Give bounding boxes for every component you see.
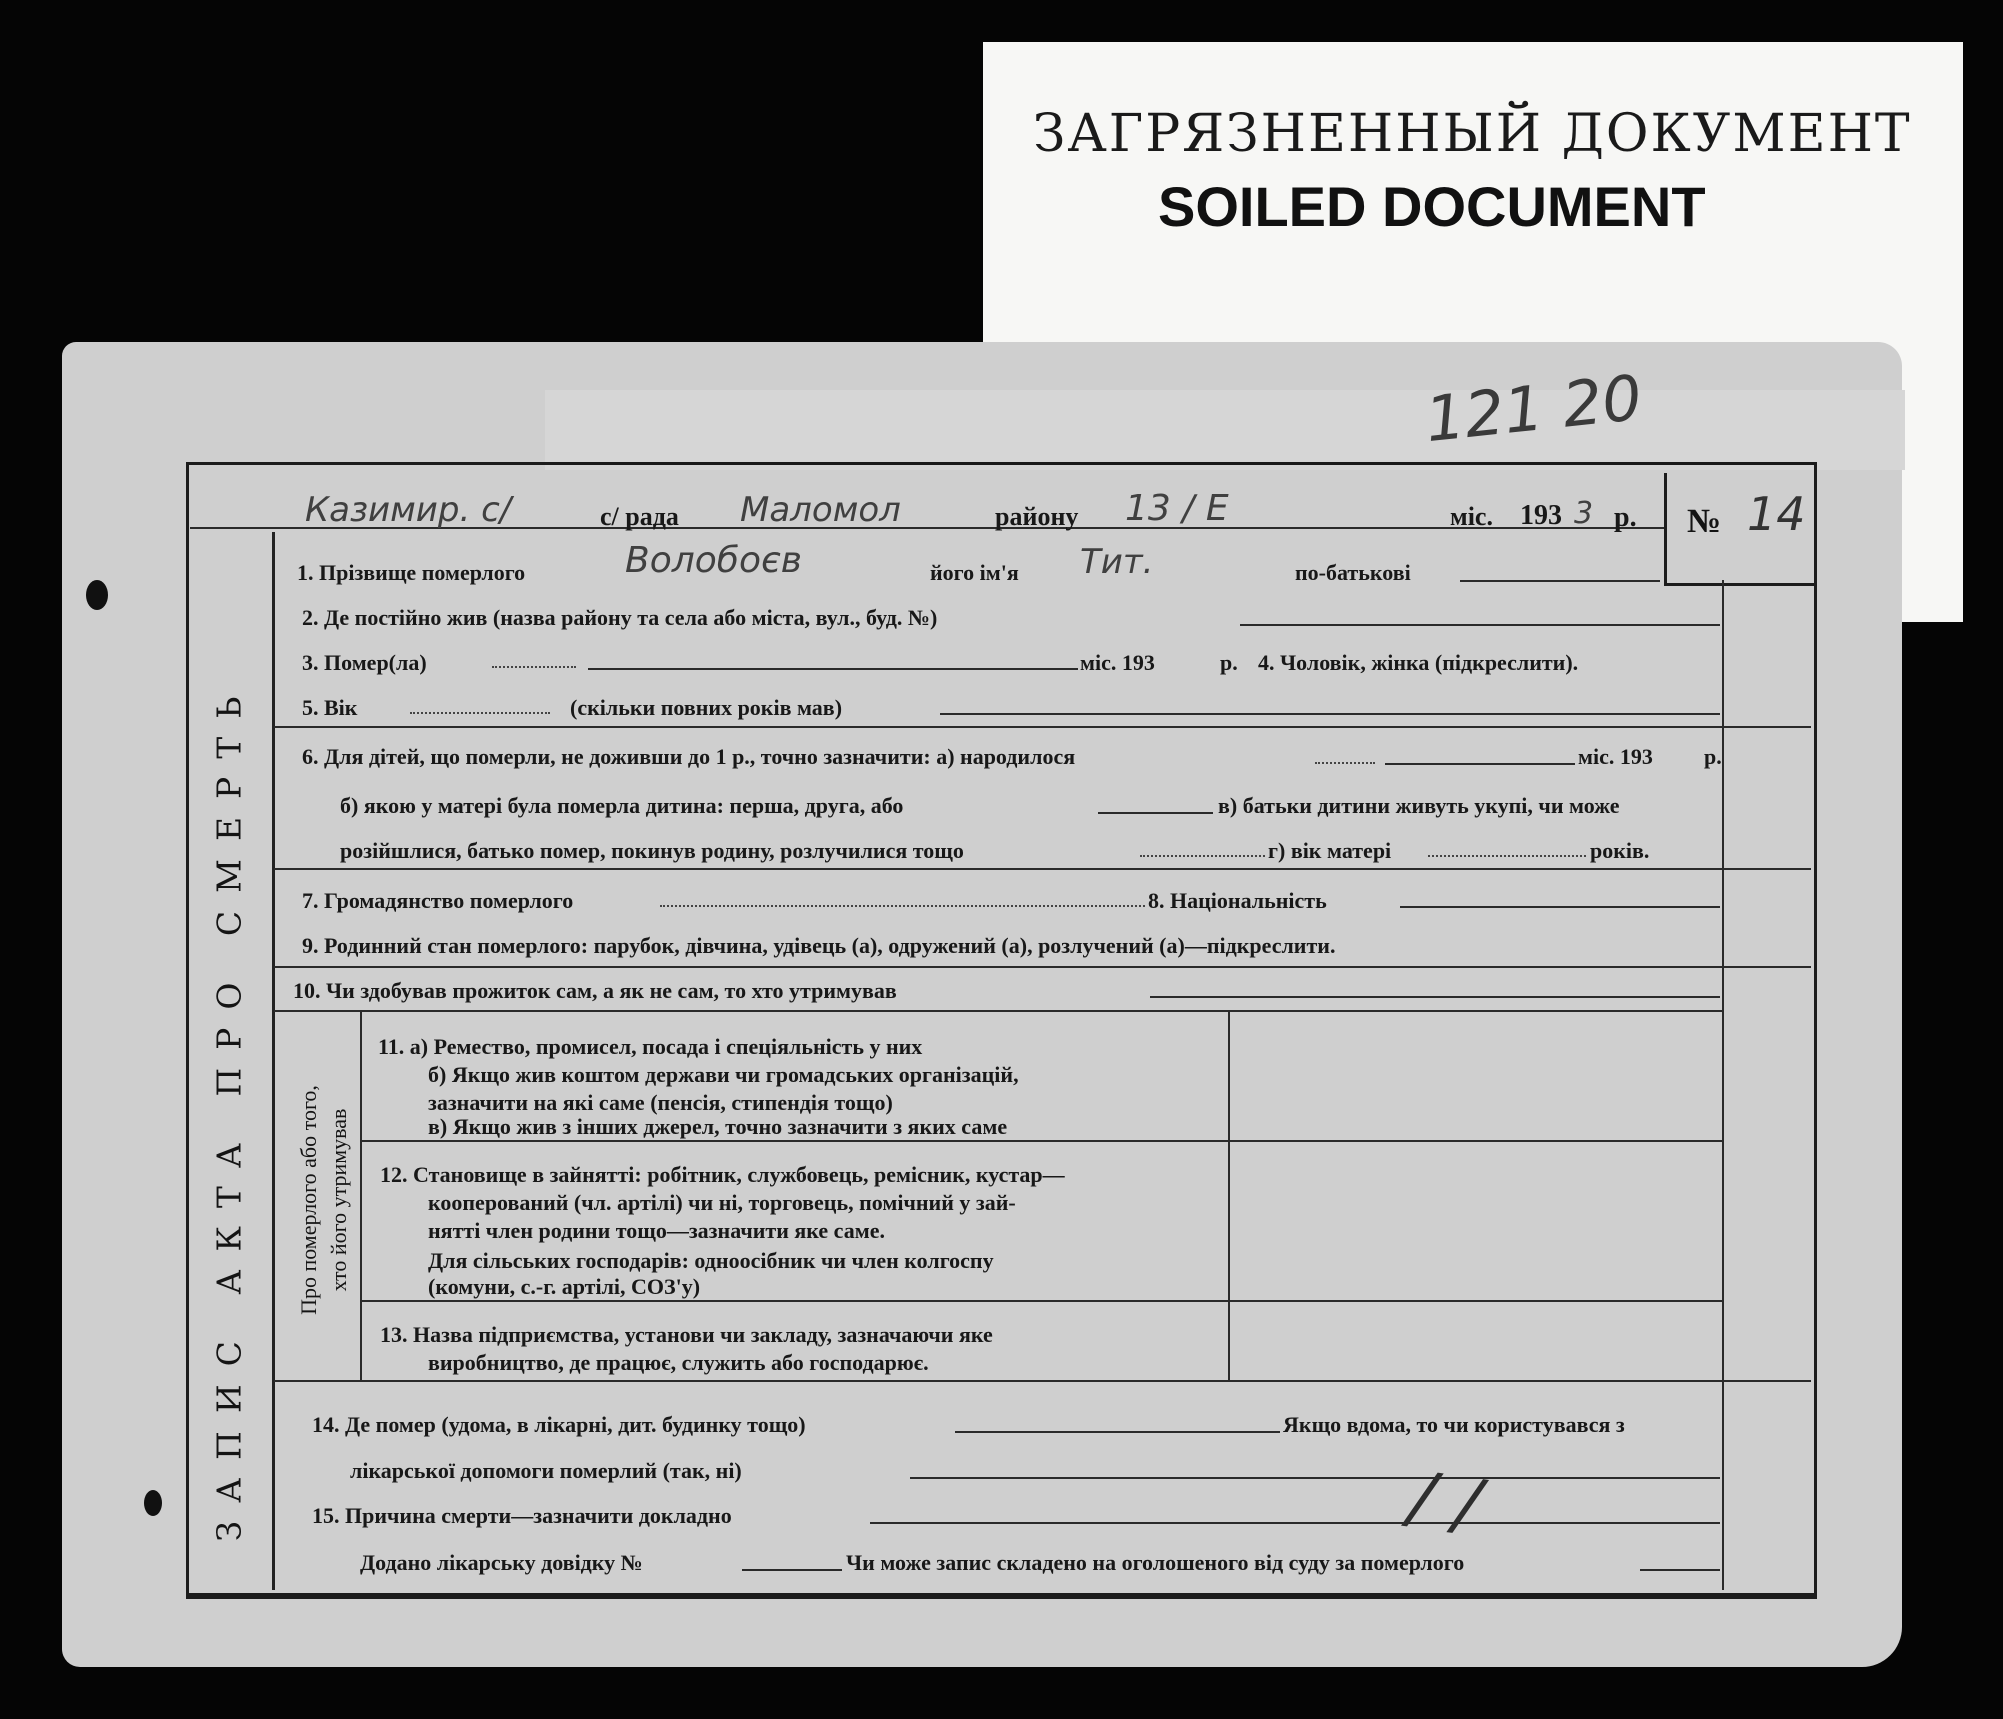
section-divider-1 — [274, 726, 1811, 728]
field-3-month-line — [588, 668, 1078, 670]
number-symbol: № — [1687, 503, 1722, 540]
field-6b-birth-order: б) якою у матері була померла дитина: перша, друга, або — [340, 793, 904, 818]
field-5-age-line — [410, 712, 550, 714]
block-divider-11 — [360, 1140, 1722, 1142]
field-2-residence: 2. Де постійно жив (назва району та села або міста, вул., буд. №) — [302, 605, 938, 630]
field-11a: 11. а) Ремество, промисел, посада і спеціяльність у них — [378, 1034, 923, 1059]
field-12-line-2: кооперований (чл. артілі) чи ні, торговець, помічний у зай- — [428, 1190, 1016, 1215]
field-6v-continued: розійшлися, батько помер, покинув родину, розлучилися тощо — [340, 838, 964, 863]
row-line-5 — [940, 713, 1720, 715]
field-1-patronymic: по-батькові — [1295, 560, 1411, 585]
row-line-8 — [1400, 906, 1720, 908]
archive-number: 121 20 — [1421, 360, 1646, 457]
field-5-age: 5. Вік — [302, 695, 358, 720]
row-line-1 — [1460, 580, 1660, 582]
label-english: SOILED DOCUMENT — [1158, 175, 1706, 238]
field-12-line-5: (комуни, с.-г. артілі, СОЗ'у) — [428, 1274, 701, 1299]
section-divider-2 — [274, 868, 1811, 870]
field-14-place: 14. Де помер (удома, в лікарні, дит. будинку тощо) — [312, 1412, 806, 1437]
label-year: 193 — [1520, 500, 1562, 531]
label-village-council: с/ рада — [600, 502, 679, 531]
field-14-medical-line — [910, 1477, 1720, 1479]
field-12-line-1: 12. Становище в зайнятті: робітник, службовець, ремісник, кустар— — [380, 1162, 1065, 1187]
field-12-line-3: нятті член родини тощо—зазначити яке саме. — [428, 1218, 885, 1243]
field-6v-parents: в) батьки дитини живуть укупі, чи може — [1218, 793, 1620, 818]
field-5-note: (скільки повних років мав) — [570, 695, 843, 720]
label-russian: ЗАГРЯЗНЕННЫЙ ДОКУМЕНТ — [1033, 104, 1912, 164]
field-13-line-1: 13. Назва підприємства, установи чи закладу, зазначаючи яке — [380, 1322, 993, 1347]
field-court-record: Чи може запис складено на оголошеного від суду за померлого — [846, 1550, 1465, 1575]
field-court-line — [1640, 1569, 1720, 1571]
label-month: міс. — [1450, 502, 1493, 531]
field-11v: в) Якщо жив з інших джерел, точно зазначити з яких саме — [428, 1114, 1008, 1139]
field-10-supported: 10. Чи здобував прожиток сам, а як не сам, то хто утримував — [293, 978, 897, 1003]
form-inner-border — [272, 532, 275, 1590]
field-4-sex: 4. Чоловік, жінка (підкреслити). — [1258, 650, 1579, 675]
field-6-month: міс. 193 — [1578, 744, 1653, 769]
block-divider-12 — [360, 1300, 1722, 1302]
paper-tab — [545, 390, 1905, 470]
block-right-border — [1722, 580, 1724, 1590]
side-label — [294, 1085, 354, 1315]
hw-village: Казимир. с/ — [305, 490, 512, 530]
section-divider-3 — [274, 966, 1811, 968]
field-15-cause: 15. Причина смерти—зазначити докладно — [312, 1503, 732, 1528]
side-label-line-1: Про померлого або того, — [296, 1085, 321, 1315]
field-attach-certificate: Додано лікарську довідку № — [360, 1550, 643, 1575]
field-6g-mother-age: г) вік матері — [1268, 838, 1392, 863]
hw-surname: Волобоєв — [625, 540, 802, 581]
field-7-line — [660, 905, 1145, 907]
side-label-border — [360, 1010, 362, 1380]
section-divider-4 — [274, 1010, 1724, 1012]
record-number: 14 — [1747, 487, 1806, 541]
row-line-2 — [1240, 624, 1720, 626]
label-year-suffix: р. — [1614, 502, 1637, 533]
field-attach-line — [742, 1569, 842, 1571]
hw-cause-marks: / / — [1404, 1455, 1485, 1547]
side-label-line-2: хто його утримував — [326, 1108, 351, 1292]
field-3-died: 3. Помер(ла) — [302, 650, 427, 675]
field-6-year: р. — [1704, 744, 1722, 769]
field-14-home: Якщо вдома, то чи користувався з — [1283, 1412, 1625, 1437]
field-6-month-line — [1385, 763, 1575, 765]
hw-district: Маломол — [740, 490, 901, 530]
field-6g-years: років. — [1590, 838, 1650, 863]
record-number-box — [1664, 473, 1815, 586]
field-6v-line — [1140, 855, 1265, 857]
field-3-day-line — [492, 666, 576, 668]
field-1-surname: 1. Прізвище померлого — [297, 560, 526, 585]
field-8-nationality: 8. Національність — [1148, 888, 1327, 913]
field-9-marital: 9. Родинний стан померлого: парубок, дівчина, удівець (а), одружений (а), розлучений (а)—підкреслити. — [302, 933, 1336, 958]
field-6b-line — [1098, 812, 1213, 814]
row-line-10 — [1150, 996, 1720, 998]
block-bottom — [274, 1380, 1811, 1382]
answer-column-border — [1228, 1010, 1230, 1380]
field-7-citizenship: 7. Громадянство померлого — [302, 888, 574, 913]
field-15-line — [870, 1522, 1720, 1524]
field-6-day-line — [1315, 762, 1375, 764]
field-3-year: р. — [1220, 650, 1238, 675]
hw-year-digit: 3 — [1574, 496, 1594, 531]
hw-name: Тит. — [1080, 542, 1154, 582]
punch-hole-top — [86, 580, 108, 610]
field-6g-line — [1428, 855, 1586, 857]
field-14-line — [955, 1431, 1280, 1433]
field-11b-continued: зазначити на які саме (пенсія, стипендія тощо) — [428, 1090, 893, 1115]
field-6-infants: 6. Для дітей, що померли, не доживши до 1 р., точно зазначити: а) народилося — [302, 744, 1076, 769]
field-11b: б) Якщо жив коштом держави чи громадських організацій, — [428, 1062, 1019, 1087]
form-title: ЗАПИС АКТА ПРО СМЕРТЬ — [209, 678, 249, 1542]
field-12-line-4: Для сільських господарів: одноосібник чи член колгоспу — [428, 1248, 994, 1273]
label-district: району — [995, 502, 1079, 531]
punch-hole-bottom — [144, 1490, 162, 1516]
hw-date: 13 / Е — [1125, 488, 1229, 529]
field-3-month: міс. 193 — [1080, 650, 1155, 675]
field-1-name: його ім'я — [930, 560, 1019, 585]
field-13-line-2: виробництво, де працює, служить або господарює. — [428, 1350, 929, 1375]
field-14-medical: лікарської допомоги померлий (так, ні) — [350, 1458, 742, 1483]
